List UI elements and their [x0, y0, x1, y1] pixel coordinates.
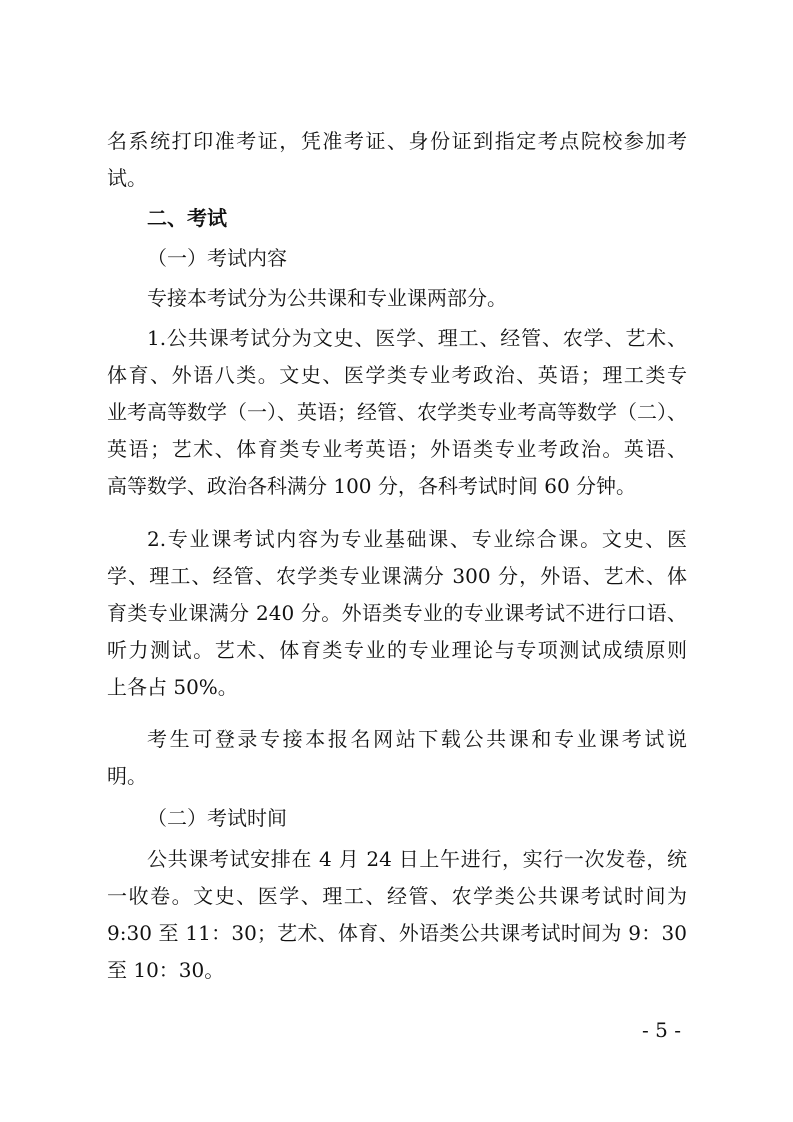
- subsection-heading-text: （一）考试内容: [147, 246, 287, 270]
- exam-time-paragraph: [107, 841, 687, 989]
- paragraph-line: 至 10：30。: [107, 958, 225, 982]
- paragraph-line: 体育、外语八类。文史、医学类专业考政治、英语；理工类专: [107, 363, 687, 387]
- note-paragraph: [107, 721, 687, 795]
- subsection-heading-content: [107, 240, 687, 277]
- paragraph-line: 试。: [107, 166, 147, 190]
- paragraph-line: 高等数学、政治各科满分 100 分，各科考试时间 60 分钟。: [107, 474, 637, 498]
- paragraph-line: 英语；艺术、体育类专业考英语；外语类专业考政治。英语、: [107, 437, 687, 461]
- paragraph-line: 1.公共课考试分为文史、医学、理工、经管、农学、艺术、: [147, 326, 687, 350]
- page-number: - 5 -: [642, 1018, 681, 1042]
- subsection-heading-text: （二）考试时间: [147, 806, 287, 830]
- paragraph-line: 专接本考试分为公共课和专业课两部分。: [147, 286, 507, 310]
- section-heading-text: 二、考试: [147, 206, 227, 230]
- intro-paragraph: [107, 280, 687, 317]
- paragraph-line: 2.专业课考试内容为专业基础课、专业综合课。文史、医: [147, 527, 687, 551]
- subsection-heading-time: [107, 800, 687, 837]
- paragraph-line: 业考高等数学（一）、英语；经管、农学类专业考高等数学（二）、: [107, 400, 687, 424]
- paragraph-line: 考生可登录专接本报名网站下载公共课和专业课考试说: [147, 727, 687, 751]
- paragraph-line: 明。: [107, 764, 147, 788]
- paragraph-line: 上各占 50%。: [107, 675, 238, 699]
- paragraph-line: 听力测试。艺术、体育类专业的专业理论与专项测试成绩原则: [107, 638, 687, 662]
- paragraph-line: 学、理工、经管、农学类专业课满分 300 分，外语、艺术、体: [107, 564, 687, 588]
- section-heading-exam: [107, 200, 687, 237]
- paragraph-line: 公共课考试安排在 4 月 24 日上午进行，实行一次发卷，统: [147, 847, 687, 871]
- item1-paragraph: [107, 320, 687, 505]
- continuation-paragraph: [107, 123, 687, 197]
- paragraph-line: 9:30 至 11：30；艺术、体育、外语类公共课考试时间为 9：30: [107, 921, 687, 945]
- paragraph-line: 名系统打印准考证，凭准考证、身份证到指定考点院校参加考: [107, 129, 687, 153]
- paragraph-line: 育类专业课满分 240 分。外语类专业的专业课考试不进行口语、: [107, 601, 687, 625]
- item2-paragraph: [107, 521, 687, 706]
- paragraph-line: 一收卷。文史、医学、理工、经管、农学类公共课考试时间为: [107, 884, 687, 908]
